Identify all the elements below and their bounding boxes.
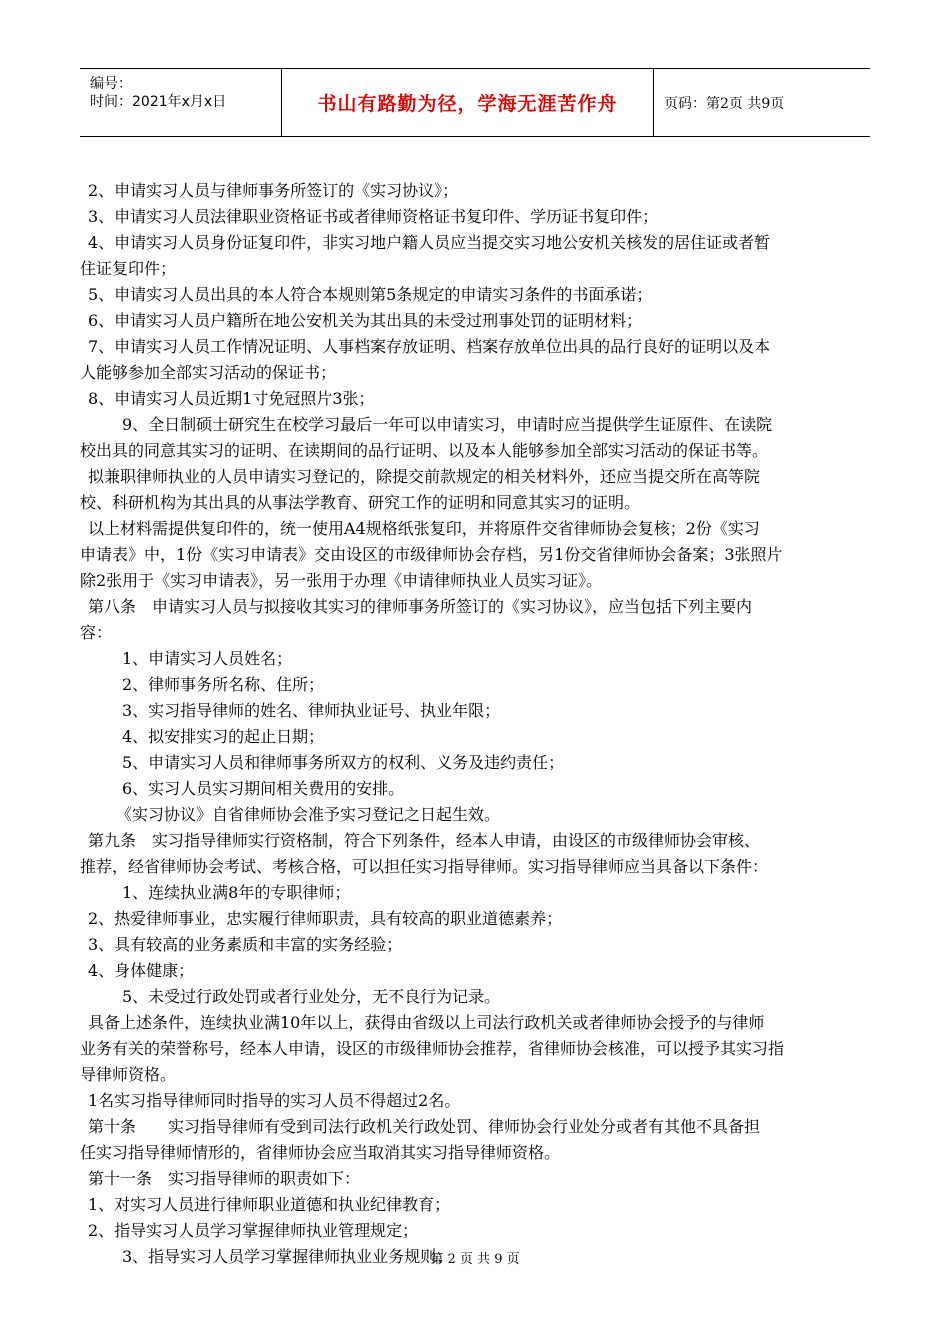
document-line: 5、申请实习人员出具的本人符合本规则第5条规定的申请实习条件的书面承诺；: [88, 285, 653, 304]
header-motto: 书山有路勤为径，学海无涯苦作舟: [282, 69, 654, 136]
document-line: 容：: [80, 623, 113, 642]
document-line: 6、实习人员实习期间相关费用的安排。: [122, 779, 405, 798]
document-line: 业务有关的荣誉称号，经本人申请，设区的市级律师协会推荐，省律师协会核准，可以授予其实习指: [80, 1039, 785, 1058]
document-line: 4、申请实习人员身份证复印件，非实习地户籍人员应当提交实习地公安机关核发的居住证或者暂: [88, 233, 771, 252]
document-line: 3、具有较高的业务素质和丰富的实务经验；: [88, 935, 403, 954]
page-header: [80, 68, 870, 137]
document-body: [80, 178, 873, 1270]
document-line: 6、申请实习人员户籍所在地公安机关为其出具的未受过刑事处罚的证明材料；: [88, 311, 643, 330]
document-line: 1、连续执业满8年的专职律师；: [122, 883, 351, 902]
document-line: 以上材料需提供复印件的，统一使用A4规格纸张复印，并将原件交省律师协会复核；2份《实习: [88, 519, 760, 538]
document-line: 推荐，经省律师协会考试、考核合格，可以担任实习指导律师。实习指导律师应当具备以下条件：: [80, 857, 769, 876]
document-line: 人能够参加全部实习活动的保证书；: [80, 363, 337, 382]
document-line: 1、申请实习人员姓名；: [122, 649, 293, 668]
document-number-label: 编号：: [90, 76, 132, 92]
document-line: 8、申请实习人员近期1寸免冠照片3张；: [88, 389, 375, 408]
document-line: 1名实习指导律师同时指导的实习人员不得超过2名。: [88, 1091, 461, 1110]
document-line: 校出具的同意其实习的证明、在读期间的品行证明、以及本人能够参加全部实习活动的保证书等。: [80, 441, 769, 460]
document-line: 5、申请实习人员和律师事务所双方的权利、义务及违约责任；: [122, 753, 565, 772]
document-line: 第十条 实习指导律师有受到司法行政机关行政处罚、律师协会行业处分或者有其他不具备担: [88, 1117, 761, 1136]
document-line: 住证复印件；: [80, 259, 177, 278]
document-line: 1、对实习人员进行律师职业道德和执业纪律教育；: [88, 1195, 451, 1214]
page-footer: 第 2 页 共 9 页: [430, 1252, 520, 1267]
document-line: 导律师资格。: [80, 1065, 177, 1084]
header-meta: [80, 69, 282, 136]
header-page-label: 页码：第2页 共9页: [664, 95, 785, 112]
document-line: 第八条 申请实习人员与拟接收其实习的律师事务所签订的《实习协议》，应当包括下列主要内: [88, 597, 753, 616]
document-line: 任实习指导律师情形的，省律师协会应当取消其实习指导律师资格。: [80, 1143, 561, 1162]
document-line: 3、指导实习人员学习掌握律师执业业务规则；: [122, 1247, 453, 1266]
document-line: 9、全日制硕士研究生在校学习最后一年可以申请实习，申请时应当提供学生证原件、在读院: [122, 415, 773, 434]
document-line: 5、未受过行政处罚或者行业处分，无不良行为记录。: [122, 987, 501, 1006]
document-time-label: 时间：2021年x月x日: [90, 94, 227, 110]
document-line: 第十一条 实习指导律师的职责如下：: [88, 1169, 361, 1188]
document-line: 2、热爱律师事业，忠实履行律师职责，具有较高的职业道德素养；: [88, 909, 563, 928]
document-line: 《实习协议》自省律师协会准予实习登记之日起生效。: [116, 805, 501, 824]
document-line: 3、实习指导律师的姓名、律师执业证号、执业年限；: [122, 701, 501, 720]
document-line: 第九条 实习指导律师实行资格制，符合下列条件，经本人申请，由设区的市级律师协会审核、: [88, 831, 761, 850]
document-line: 除2张用于《实习申请表》，另一张用于办理《申请律师执业人员实习证》。: [80, 571, 603, 590]
document-line: 拟兼职律师执业的人员申请实习登记的，除提交前款规定的相关材料外，还应当提交所在高等院: [88, 467, 761, 486]
document-line: 申请表》中，1份《实习申请表》交由设区的市级律师协会存档，另1份交省律师协会备案；3张照片: [80, 545, 783, 564]
document-line: 2、律师事务所名称、住所；: [122, 675, 325, 694]
document-line: 2、指导实习人员学习掌握律师执业管理规定；: [88, 1221, 419, 1240]
document-line: 2、申请实习人员与律师事务所签订的《实习协议》；: [88, 181, 459, 200]
document-line: 4、身体健康；: [88, 961, 195, 980]
document-line: 3、申请实习人员法律职业资格证书或者律师资格证书复印件、学历证书复印件；: [88, 207, 659, 226]
document-line: 4、拟安排实习的起止日期；: [122, 727, 325, 746]
document-line: 具备上述条件，连续执业满10年以上，获得由省级以上司法行政机关或者律师协会授予的与律师: [88, 1013, 765, 1032]
document-line: 7、申请实习人员工作情况证明、人事档案存放证明、档案存放单位出具的品行良好的证明以及本: [88, 337, 771, 356]
document-line: 校、科研机构为其出具的从事法学教育、研究工作的证明和同意其实习的证明。: [80, 493, 641, 512]
